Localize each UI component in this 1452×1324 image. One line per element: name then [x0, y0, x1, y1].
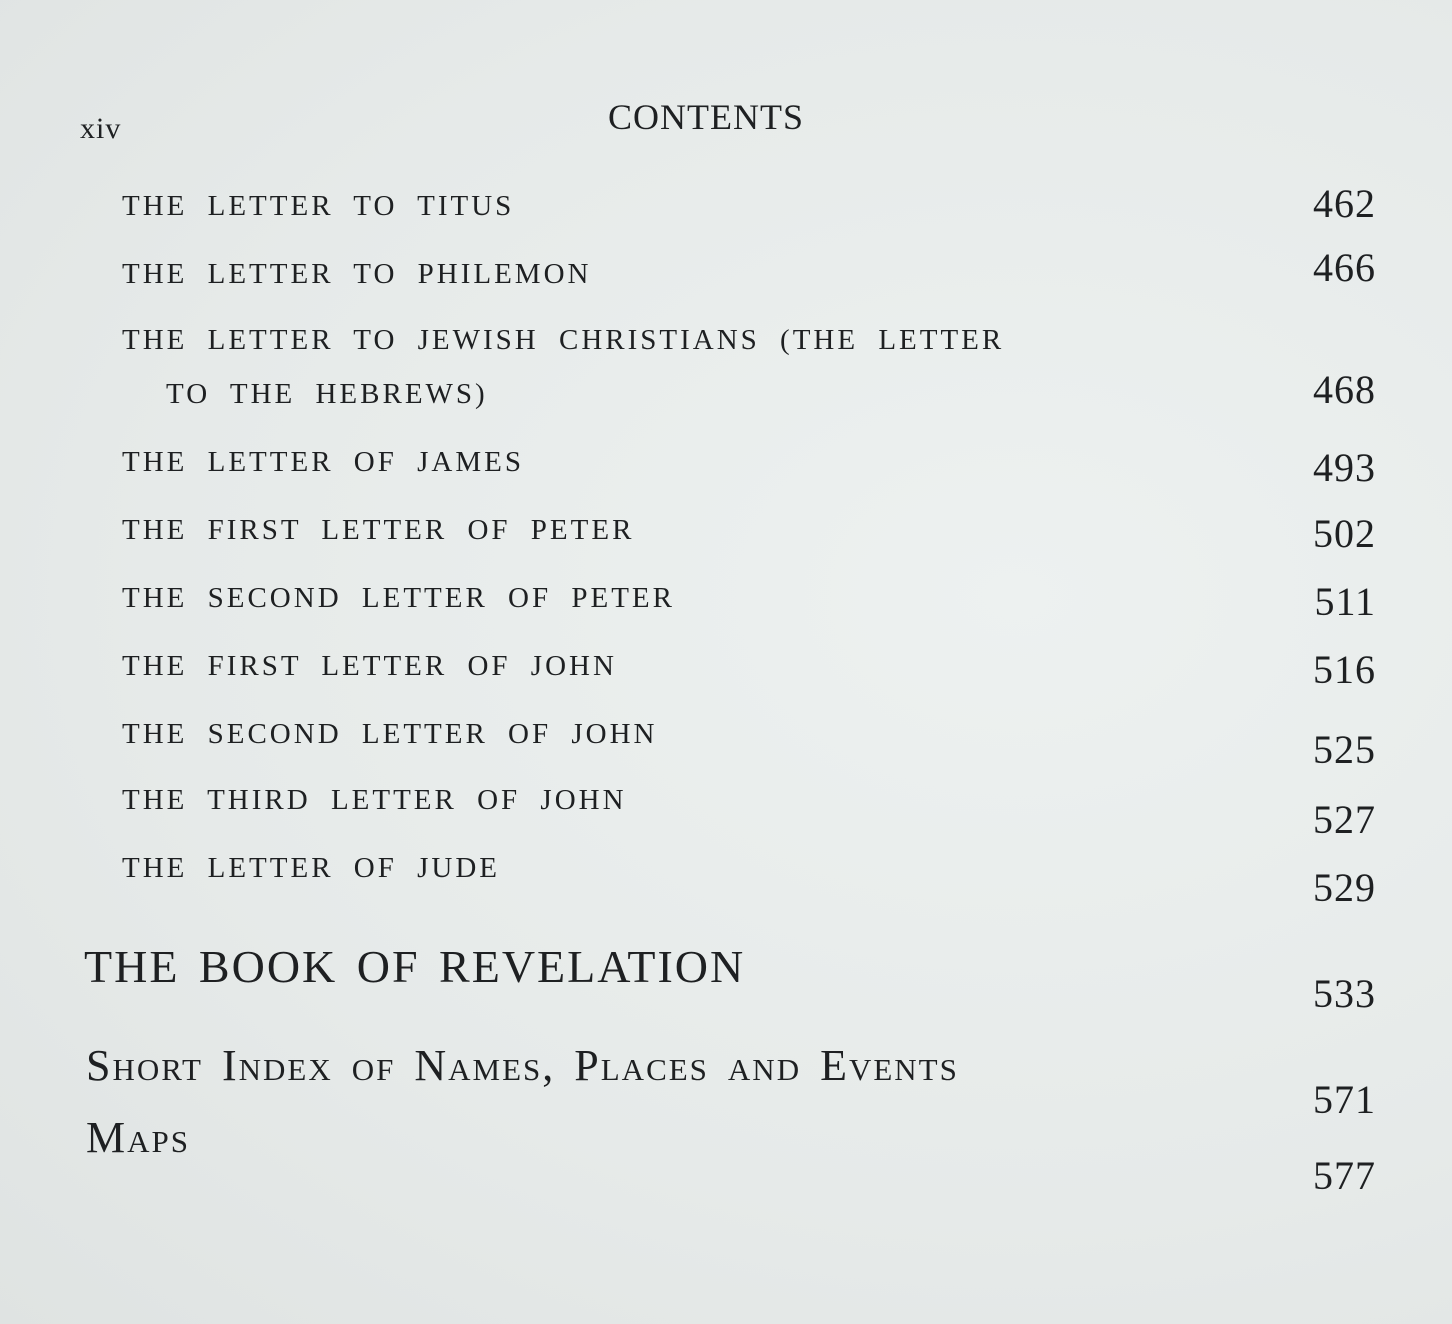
toc-section-title: Maps	[86, 1113, 190, 1162]
toc-entry-title: THE SECOND LETTER OF JOHN	[122, 718, 658, 750]
toc-entry-page: 493	[1313, 445, 1376, 490]
toc-entry-page: 516	[1313, 647, 1376, 692]
show-through-text	[520, 350, 544, 447]
toc-entry-title: THE LETTER OF JAMES	[122, 446, 524, 478]
toc-entry-page: 466	[1313, 245, 1376, 290]
page-folio: xiv	[80, 112, 122, 145]
toc-entry-title: THE LETTER OF JUDE	[122, 852, 500, 884]
toc-entry-page: 462	[1313, 181, 1376, 226]
toc-entry-page: 502	[1313, 511, 1376, 556]
toc-section-page: 533	[1313, 971, 1376, 1016]
toc-entry-title: THE FIRST LETTER OF PETER	[122, 514, 635, 546]
toc-entry-page: 527	[1313, 797, 1376, 842]
toc-section-title: THE BOOK OF REVELATION	[84, 941, 746, 992]
toc-entry-title: THE FIRST LETTER OF JOHN	[122, 650, 617, 682]
toc-entry-title-continued: TO THE HEBREWS)	[166, 378, 488, 410]
toc-entry-title: THE LETTER TO PHILEMON	[122, 258, 592, 290]
toc-entry-page: 525	[1313, 727, 1376, 772]
toc-section-page: 577	[1313, 1153, 1376, 1198]
toc-entry-title: THE LETTER TO JEWISH CHRISTIANS (THE LETTER	[122, 324, 1005, 356]
toc-entry-title: THE THIRD LETTER OF JOHN	[122, 784, 627, 816]
toc-section-page: 571	[1313, 1077, 1376, 1122]
toc-entry-page: 511	[1314, 579, 1376, 624]
toc-entry-title: THE SECOND LETTER OF PETER	[122, 582, 675, 614]
toc-entry-page: 468	[1313, 367, 1376, 412]
toc-entry-title: THE LETTER TO TITUS	[122, 190, 515, 222]
running-head: CONTENTS	[608, 97, 804, 137]
toc-entry-page: 529	[1313, 865, 1376, 910]
toc-section-title: Short Index of Names, Places and Events	[86, 1041, 959, 1090]
